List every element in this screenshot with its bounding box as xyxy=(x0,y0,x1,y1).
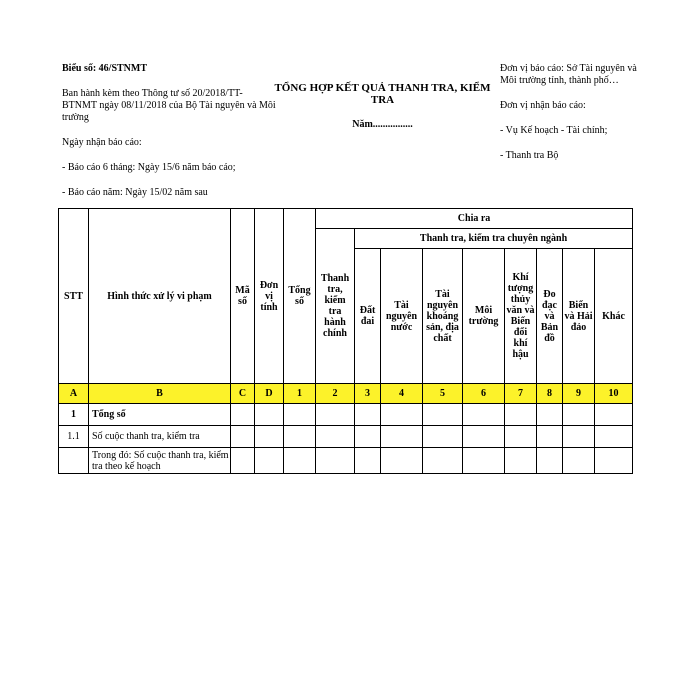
index-cell: C xyxy=(231,384,255,404)
report-6-month: - Báo cáo 6 tháng: Ngày 15/6 năm báo cáo; xyxy=(62,162,236,173)
specialized-header: Thanh tra, kiểm tra chuyên ngành xyxy=(355,229,633,249)
col-minerals-header: Tài nguyên khoáng sản, địa chất xyxy=(423,249,463,384)
col-meteorology-header: Khí tượng thủy văn và Biến đổi khí hậu xyxy=(505,249,537,384)
row-label: Tổng số xyxy=(89,404,231,426)
index-cell: B xyxy=(89,384,231,404)
index-cell: 6 xyxy=(463,384,505,404)
col-code-header: Mã số xyxy=(231,209,255,384)
receive-date-label: Ngày nhận báo cáo: xyxy=(62,137,142,148)
table-row xyxy=(59,426,633,448)
index-cell: 5 xyxy=(423,384,463,404)
reporting-unit: Đơn vị báo cáo: Sở Tài nguyên và Môi trường tỉnh, thành phố… xyxy=(500,63,637,86)
row-label: Số cuộc thanh tra, kiểm tra xyxy=(89,426,231,448)
col-survey-header: Đo đạc và Bản đồ xyxy=(537,249,563,384)
page-title: TỔNG HỢP KẾT QUẢ THANH TRA, KIỂM TRA xyxy=(274,82,491,106)
index-row xyxy=(59,384,633,404)
row-label: Trong đó: Số cuộc thanh tra, kiểm tra theo kế hoạch xyxy=(89,448,231,474)
row-stt xyxy=(59,448,89,474)
form-number: Biểu số: 46/STNMT xyxy=(62,63,148,74)
index-cell: A xyxy=(59,384,89,404)
index-cell: 7 xyxy=(505,384,537,404)
col-environment-header: Môi trường xyxy=(463,249,505,384)
report-year: - Báo cáo năm: Ngày 15/02 năm sau xyxy=(62,187,208,198)
row-stt: 1.1 xyxy=(59,426,89,448)
col-form-header: Hình thức xử lý vi phạm xyxy=(89,209,231,384)
center-header xyxy=(270,82,495,130)
issued-with-text: Ban hành kèm theo Thông tư số 20/2018/TT-BTNMT ngày 08/11/2018 của Bộ Tài nguyên và Môi trường xyxy=(62,88,276,123)
report-year-field: Năm................ xyxy=(352,119,413,130)
left-header xyxy=(62,63,277,212)
col-total-header: Tổng số xyxy=(284,209,316,384)
index-cell: 2 xyxy=(316,384,355,404)
row-stt: 1 xyxy=(59,404,89,426)
col-sea-header: Biển và Hải đảo xyxy=(563,249,595,384)
index-cell: D xyxy=(255,384,284,404)
col-unit-header: Đơn vị tính xyxy=(255,209,284,384)
receiver-finance: - Vụ Kế hoạch - Tài chính; xyxy=(500,125,608,136)
results-table xyxy=(58,208,633,474)
col-land-header: Đất đai xyxy=(355,249,381,384)
right-header xyxy=(500,63,650,175)
receiving-unit-label: Đơn vị nhận báo cáo: xyxy=(500,100,586,111)
table-row xyxy=(59,448,633,474)
col-stt-header: STT xyxy=(59,209,89,384)
col-other-header: Khác xyxy=(595,249,633,384)
index-cell: 3 xyxy=(355,384,381,404)
index-cell: 4 xyxy=(381,384,423,404)
col-admin-header: Thanh tra, kiểm tra hành chính xyxy=(316,229,355,384)
index-cell: 1 xyxy=(284,384,316,404)
receiver-inspectorate: - Thanh tra Bộ xyxy=(500,150,559,161)
table-row xyxy=(59,404,633,426)
index-cell: 10 xyxy=(595,384,633,404)
index-cell: 8 xyxy=(537,384,563,404)
breakdown-header: Chia ra xyxy=(316,209,633,229)
col-water-header: Tài nguyên nước xyxy=(381,249,423,384)
index-cell: 9 xyxy=(563,384,595,404)
